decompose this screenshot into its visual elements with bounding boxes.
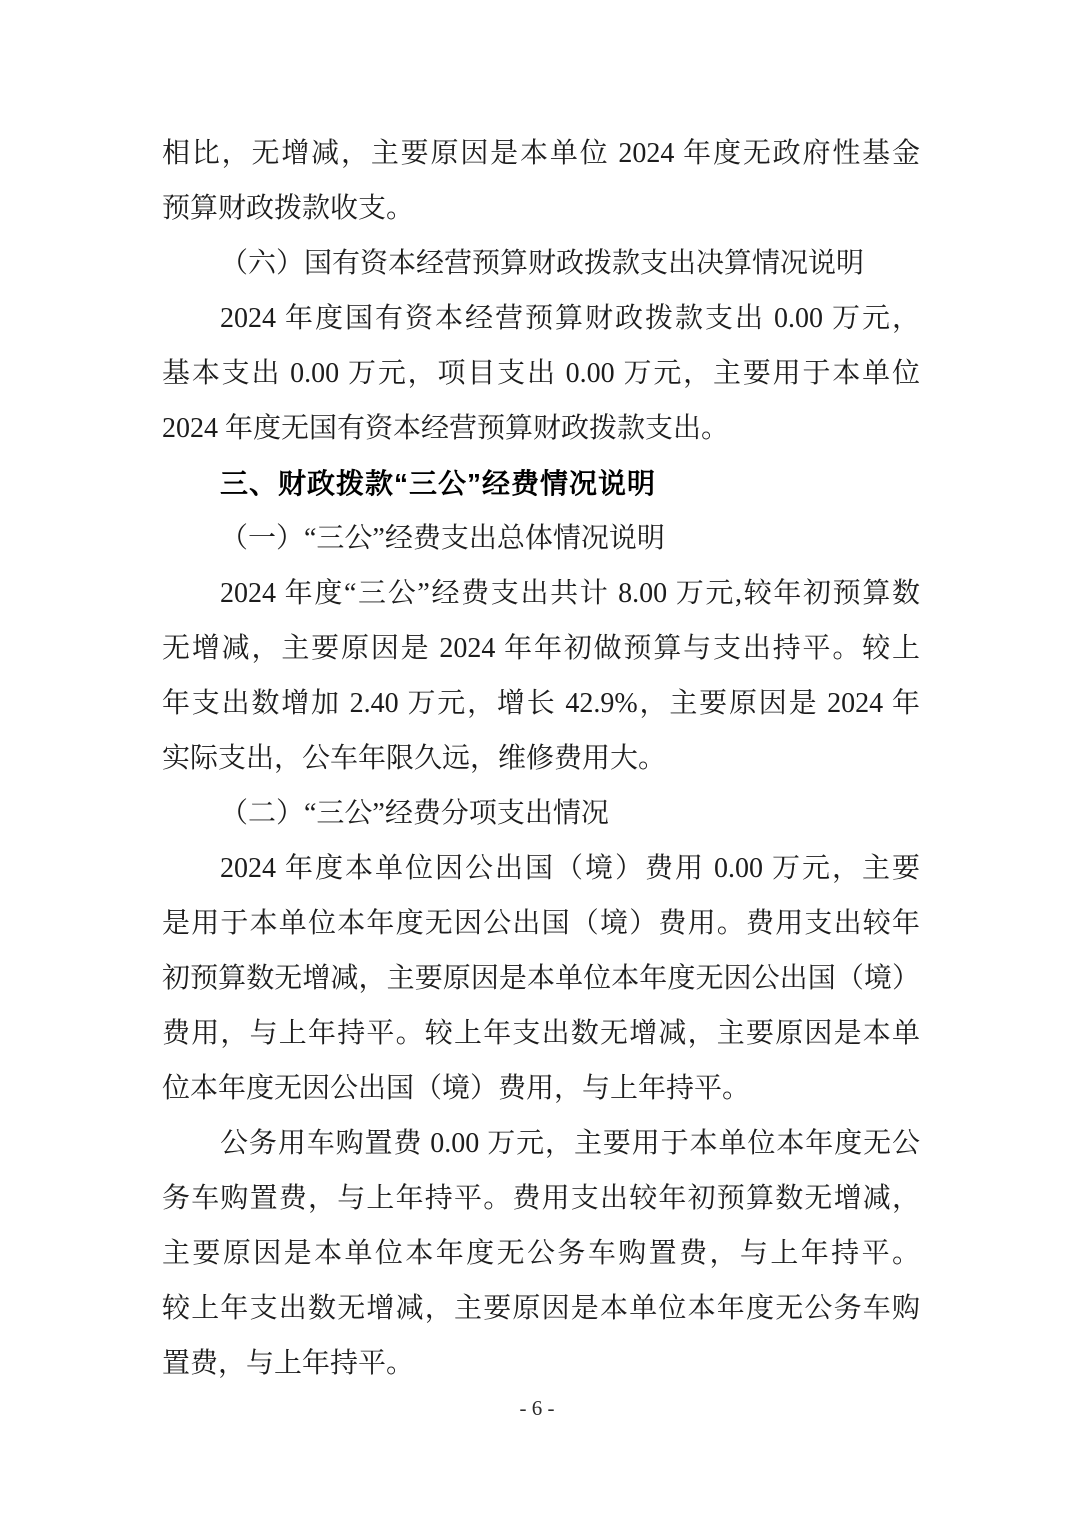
- text-line: 初预算数无增减，主要原因是本单位本年度无因公出国（境）: [162, 963, 920, 994]
- text-line: 置费，与上年持平。: [162, 1348, 415, 1379]
- text-line: 主要原因是本单位本年度无公务车购置费，与上年持平。: [162, 1238, 920, 1269]
- document-body: [162, 126, 920, 1391]
- text-line: 公务用车购置费 0.00 万元，主要用于本单位本年度无公: [220, 1128, 920, 1159]
- text-line: 无增减，主要原因是 2024 年年初做预算与支出持平。较上: [162, 633, 920, 664]
- text-line: （二）“三公”经费分项支出情况: [220, 798, 609, 829]
- text-line: 是用于本单位本年度无因公出国（境）费用。费用支出较年: [162, 908, 920, 939]
- text-line: （一）“三公”经费支出总体情况说明: [220, 523, 665, 554]
- page-number: - 6 -: [519, 1396, 555, 1420]
- text-line: 费用，与上年持平。较上年支出数无增减，主要原因是本单: [162, 1018, 920, 1049]
- text-line: 相比，无增减，主要原因是本单位 2024 年度无政府性基金: [162, 138, 920, 169]
- text-line: 较上年支出数无增减，主要原因是本单位本年度无公务车购: [162, 1293, 920, 1324]
- text-line: 基本支出 0.00 万元，项目支出 0.00 万元，主要用于本单位: [162, 358, 920, 389]
- text-line: 2024 年度国有资本经营预算财政拨款支出 0.00 万元，: [220, 303, 920, 334]
- text-line: 务车购置费，与上年持平。费用支出较年初预算数无增减，: [162, 1183, 920, 1214]
- text-line: （六）国有资本经营预算财政拨款支出决算情况说明: [220, 248, 865, 279]
- text-line: 年支出数增加 2.40 万元，增长 42.9%，主要原因是 2024 年: [162, 688, 920, 719]
- text-line: 位本年度无因公出国（境）费用，与上年持平。: [162, 1073, 751, 1104]
- text-line: 2024 年度无国有资本经营预算财政拨款支出。: [162, 413, 730, 444]
- text-line: 预算财政拨款收支。: [162, 193, 415, 224]
- section-heading: 三、财政拨款“三公”经费情况说明: [220, 468, 657, 499]
- text-line: 2024 年度“三公”经费支出共计 8.00 万元,较年初预算数: [220, 578, 920, 609]
- text-line: 2024 年度本单位因公出国（境）费用 0.00 万元，主要: [220, 853, 920, 884]
- text-line: 实际支出，公车年限久远，维修费用大。: [162, 743, 667, 774]
